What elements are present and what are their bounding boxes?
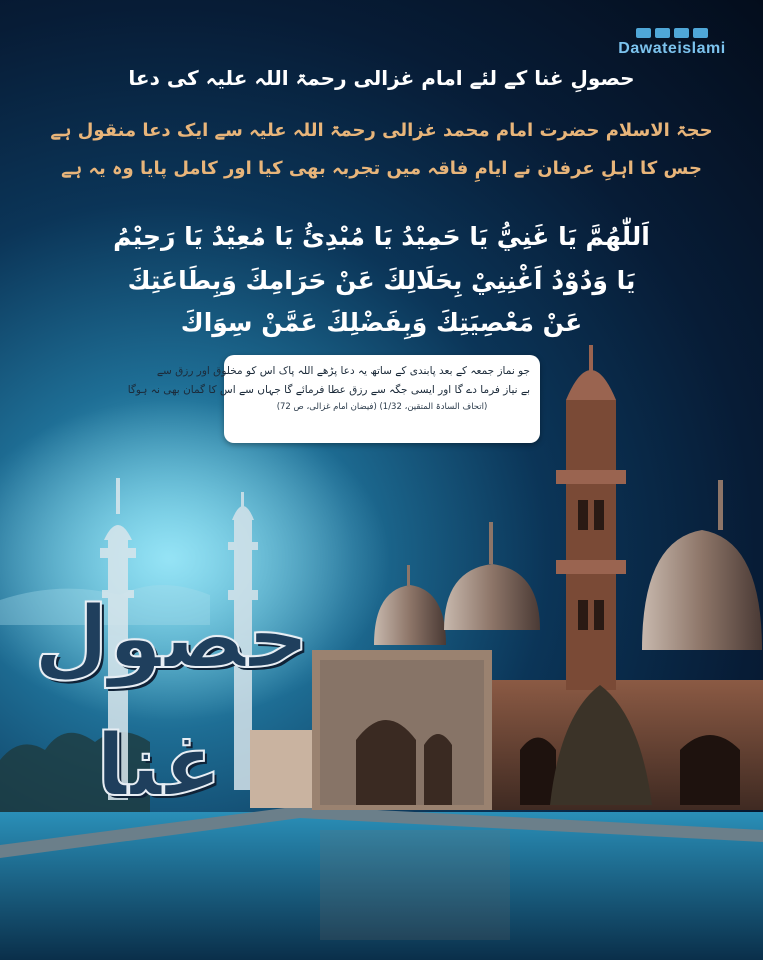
- main-arch: [356, 720, 416, 805]
- facebook-icon: [636, 28, 651, 38]
- youtube-icon: [674, 28, 689, 38]
- water-reflection: [320, 830, 510, 940]
- side-arch: [424, 734, 452, 805]
- dome-3: [642, 530, 762, 650]
- dome-2: [444, 564, 540, 630]
- note-reference: (اتحاف السادۃ المتقین، 1/32) (فیضان امام غزالی، ص 72): [276, 402, 488, 412]
- dua-line-1: اَللّٰهُمَّ يَا غَنِيُّ يَا حَمِيْدُ يَا مُبْدِئُ يَا مُعِيْدُ يَا رَحِيْمُ: [113, 222, 650, 251]
- right-minaret: [556, 345, 626, 690]
- graphic-word-1: حصول: [34, 588, 310, 688]
- note-box: [127, 355, 540, 443]
- page-title: حصولِ غنا کے لئے امام غزالی رحمۃ اللہ علیہ کی دعا: [128, 66, 635, 90]
- instagram-icon: [655, 28, 670, 38]
- social-icons: [607, 28, 737, 38]
- mosque-wall-left: [250, 730, 320, 808]
- note-line-1: جو نماز جمعہ کے بعد پابندی کے ساتھ یہ دعا پڑھے اللہ پاک اس کو مخلوق اور رزق سے: [156, 365, 530, 377]
- graphic-word-2: غنا: [96, 716, 223, 816]
- website-icon: [693, 28, 708, 38]
- brand-logo[interactable]: [607, 28, 737, 58]
- intro-line-2: جس کا اہلِ عرفان نے ایامِ فاقہ میں تجربہ بھی کیا اور کامل پایا وہ یہ ہے: [61, 158, 702, 179]
- note-line-2: بے نیاز فرما دے گا اور ایسی جگہ سے رزق عطا فرمائے گا جہاں سے اس کا گمان بھی نہ ہوگا: [127, 384, 530, 396]
- dua-line-3: عَنْ مَعْصِيَتِكَ وَبِفَضْلِكَ عَمَّنْ سِوَاكَ: [180, 308, 583, 337]
- dua-line-2: يَا وَدُوْدُ اَغْنِنِيْ بِحَلَالِكَ عَنْ حَرَامِكَ وَبِطَاعَتِكَ: [127, 266, 636, 295]
- intro-line-1: حجۃ الاسلام حضرت امام محمد غزالی رحمۃ اللہ علیہ سے ایک دعا منقول ہے: [50, 120, 713, 141]
- brand-name: Dawateislami: [618, 40, 726, 57]
